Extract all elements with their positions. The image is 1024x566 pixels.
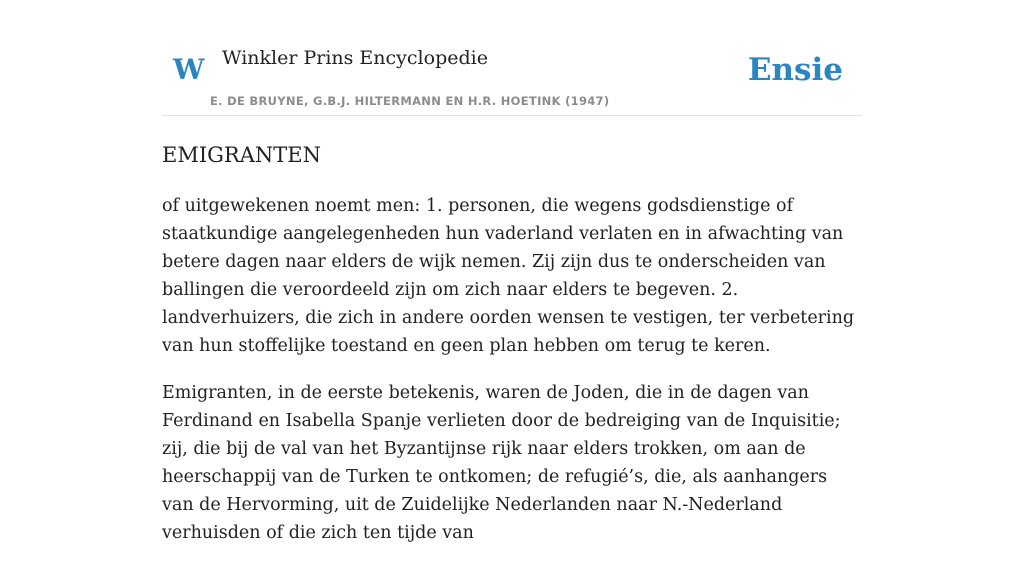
site-header	[162, 40, 862, 116]
brand-logo-link[interactable]: Ensie	[747, 52, 843, 88]
publication-title[interactable]: Winkler Prins Encyclopedie	[222, 47, 488, 69]
article-title: EMIGRANTEN	[162, 143, 321, 167]
article-paragraph: Emigranten, in de eerste betekenis, waren de Joden, die in de dagen van Ferdinand en Isabella Spanje verlieten door de bedreiging van de Inquisitie; zij, die bij de val van het Byzantijnse rijk naar elders trokken, om aan de heerschappij van de Turken te ontkomen; de refugié’s, die, als aanhangers van de Hervorming, uit de Zuidelijke Nederlanden naar N.-Nederland verhuisden of die zich ten tijde van	[162, 383, 841, 543]
article-paragraph: of uitgewekenen noemt men: 1. personen, die wegens godsdienstige of staatkundige aangelegenheden hun vaderland verlaten en in afwachting van betere dagen naar elders de wijk nemen. Zij zijn dus te onderscheiden van ballingen die veroordeeld zijn om zich naar elders te begeven. 2. landverhuizers, die zich in andere oorden wensen te vestigen, ter verbetering van hun stoffelijke toestand en geen plan hebben om terug te keren.	[162, 196, 855, 356]
publication-logo[interactable]: W	[173, 53, 205, 86]
publication-authors: E. DE BRUYNE, G.B.J. HILTERMANN EN H.R. HOETINK (1947)	[210, 94, 610, 108]
article	[162, 141, 862, 566]
